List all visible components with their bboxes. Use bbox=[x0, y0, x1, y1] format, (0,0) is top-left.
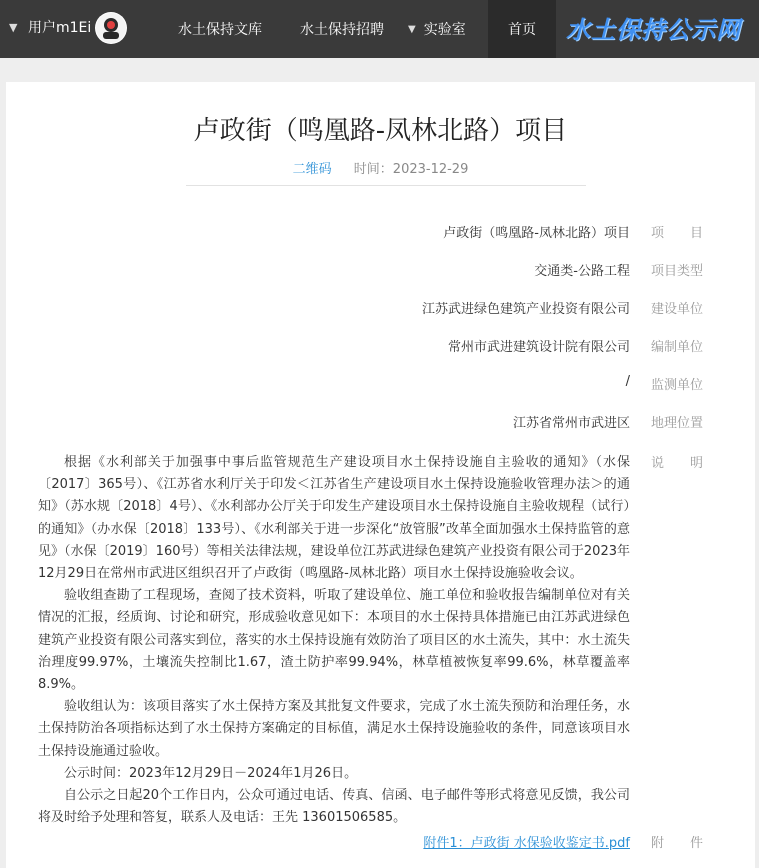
field-label: 建设单位 bbox=[650, 302, 703, 317]
field-value: 常州市武进建筑设计院有限公司 bbox=[447, 340, 630, 355]
user-menu-caret-icon[interactable]: ▼ bbox=[9, 21, 18, 34]
nav-home[interactable]: 首页 bbox=[488, 0, 556, 58]
description-paragraph: 验收组查勘了工程现场，查阅了技术资料，听取了建设单位、施工单位和验收报告编制单位对有关情况的汇报，经质询、讨论和研究，形成验收意见如下：本项目的水土保持具体措施已由江苏武进绿色建筑产业投资有限公司落实到位，落实的水土保持设施有效防治了项目区的水土流失，其中：水土流失治理度99.97%，土壤流失控制比1.67，渣土防护率99.94%，林草植被恢复率99.6%，林草覆盖率8.9%。 bbox=[38, 588, 630, 693]
attachment-link[interactable]: 附件1：卢政街 水保验收鉴定书.pdf bbox=[423, 836, 630, 851]
user-avatar-icon bbox=[95, 12, 127, 44]
description-paragraph: 自公示之日起20个工作日内，公众可通过电话、传真、信函、电子邮件等形式将意见反馈，我公司将及时给予处理和答复，联系人及电话：王先 13601506585。 bbox=[38, 788, 630, 826]
nav-recruit[interactable]: 水土保持招聘 bbox=[300, 22, 384, 38]
description-text bbox=[38, 452, 630, 829]
page-title: 卢政街（鸣凰路-凤林北路）项目 bbox=[193, 116, 568, 146]
field-label: 附 件 bbox=[650, 836, 703, 851]
article-panel bbox=[6, 82, 755, 868]
field-value: 交通类-公路工程 bbox=[534, 264, 630, 279]
nav-lab-label: 实验室 bbox=[423, 22, 466, 38]
description-paragraph: 公示时间：2023年12月29日－2024年1月26日。 bbox=[64, 765, 358, 781]
chevron-down-icon: ▼ bbox=[408, 23, 416, 35]
site-logo[interactable]: 水土保持公示网 bbox=[566, 15, 741, 44]
qr-code-link[interactable]: 二维码 bbox=[292, 162, 332, 177]
field-label: 说 明 bbox=[650, 456, 703, 471]
description-paragraph: 验收组认为：该项目落实了水土保持方案及其批复文件要求，完成了水土流失预防和治理任务，水土保持防治各项指标达到了水土保持方案确定的目标值，满足水土保持设施验收的条件，同意该项目水土保持设施通过验收。 bbox=[38, 699, 630, 759]
field-value: 江苏武进绿色建筑产业投资有限公司 bbox=[421, 302, 630, 317]
article-meta bbox=[6, 158, 755, 177]
field-label: 项 目 bbox=[650, 226, 703, 241]
field-label: 地理位置 bbox=[650, 416, 703, 431]
publish-time: 时间：2023-12-29 bbox=[353, 162, 469, 177]
field-label: 编制单位 bbox=[650, 340, 703, 355]
description-paragraph: 根据《水利部关于加强事中事后监管规范生产建设项目水土保持设施自主验收的通知》（水保〔2017〕365号）、《江苏省水利厅关于印发＜江苏省生产建设项目水土保持设施验收管理办法＞的通知》（苏水规〔2018〕4号）、《水利部办公厅关于印发生产建设项目水土保持设施自主验收规程（试行）的通知》（办水保〔2018〕133号）、《水利部关于进一步深化“放管服”改革全面加强水土保持监管的意见》（水保〔2019〕160号）等相关法律法规，建设单位江苏武进绿色建筑产业投资有限公司于2023年12月29日在常州市武进区组织召开了卢政街（鸣凰路-凤林北路）项目水土保持设施验收会议。 bbox=[38, 455, 630, 582]
field-label: 项目类型 bbox=[650, 264, 703, 279]
field-value: 卢政街（鸣凰路-凤林北路）项目 bbox=[443, 226, 630, 241]
divider bbox=[186, 185, 586, 186]
top-navigation-bar bbox=[0, 0, 759, 58]
nav-library[interactable]: 水土保持文库 bbox=[178, 22, 262, 38]
user-menu-label[interactable]: 用户m1Ei bbox=[28, 20, 92, 36]
nav-lab[interactable] bbox=[408, 0, 466, 58]
field-value: / bbox=[625, 374, 630, 389]
field-value: 江苏省常州市武进区 bbox=[512, 416, 630, 431]
field-label: 监测单位 bbox=[650, 378, 703, 393]
avatar[interactable] bbox=[95, 12, 127, 44]
